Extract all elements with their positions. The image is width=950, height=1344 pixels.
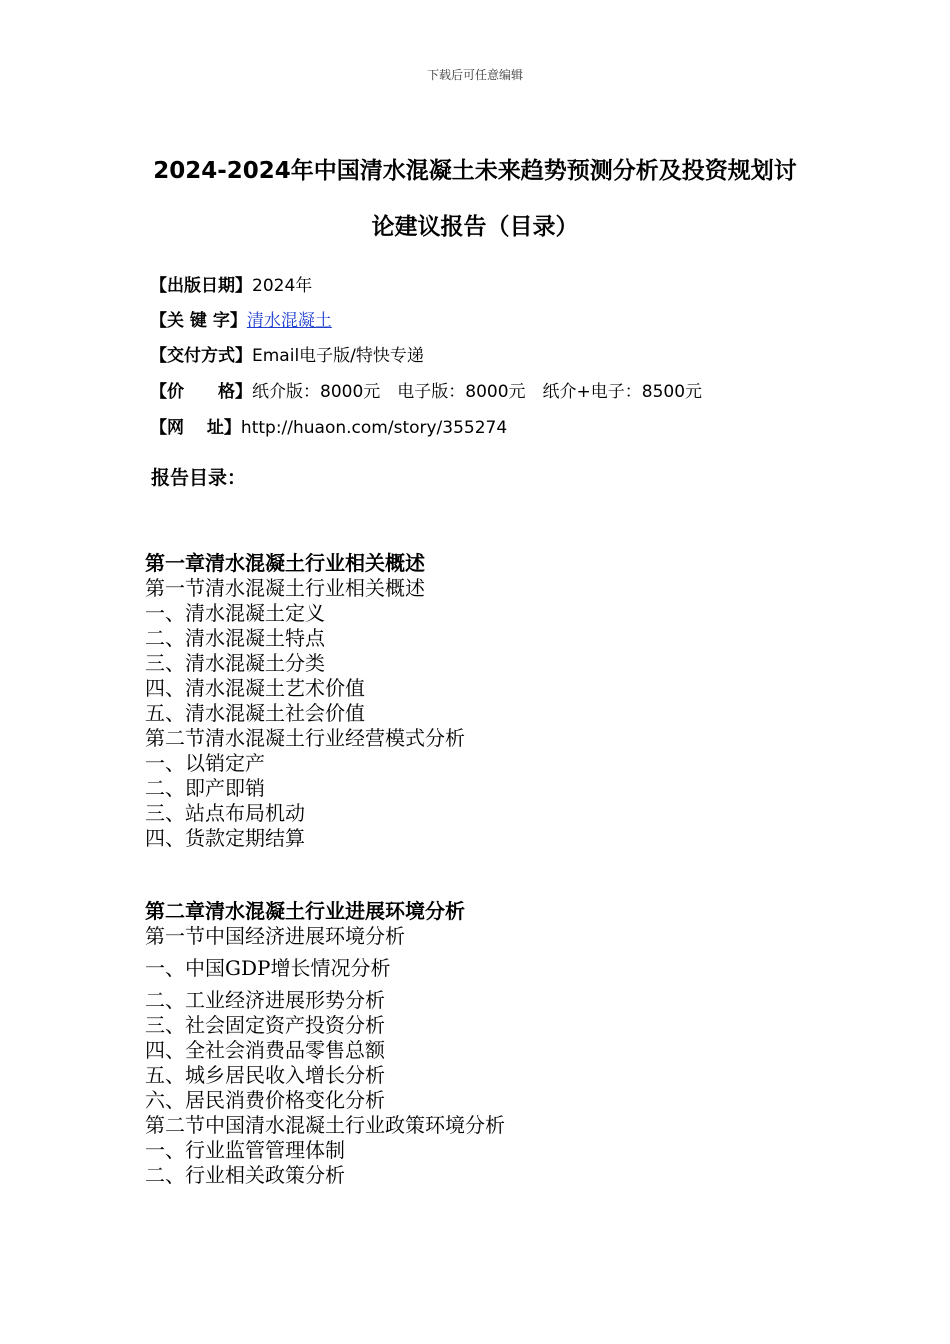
toc-item: 一、中国GDP增长情况分析 — [145, 956, 391, 980]
url-row — [150, 417, 850, 439]
toc-item: 二、清水混凝土特点 — [145, 626, 325, 650]
toc-item: 三、清水混凝土分类 — [145, 651, 325, 675]
toc-item: 第一节中国经济进展环境分析 — [145, 924, 405, 948]
report-title-line-2: 论建议报告（目录） — [371, 214, 579, 240]
toc-item: 一、以销定产 — [145, 751, 265, 775]
keyword-label: 【关 键 字】 — [150, 311, 247, 331]
report-title-line-1: 2024-2024年中国清水混凝土未来趋势预测分析及投资规划讨 — [153, 158, 797, 184]
toc-item: 二、工业经济进展形势分析 — [145, 988, 385, 1012]
chapter-title: 第二章清水混凝土行业进展环境分析 — [145, 899, 465, 923]
toc-item: 第二节中国清水混凝土行业政策环境分析 — [145, 1113, 505, 1137]
toc-item: 二、行业相关政策分析 — [145, 1163, 345, 1187]
publish-date-row — [150, 275, 850, 297]
price-row — [150, 381, 850, 403]
delivery-value: Email电子版/特快专递 — [252, 346, 424, 366]
delivery-row — [150, 345, 850, 367]
chapter-title: 第一章清水混凝土行业相关概述 — [145, 551, 425, 575]
header-note: 下载后可任意编辑 — [426, 68, 523, 82]
publish-date-label: 【出版日期】 — [150, 276, 252, 296]
keyword-row — [150, 310, 850, 332]
toc-item: 二、即产即销 — [145, 776, 265, 800]
toc-item: 五、清水混凝土社会价值 — [145, 701, 365, 725]
toc-item: 三、社会固定资产投资分析 — [145, 1013, 385, 1037]
chapter-2-block — [145, 899, 505, 1188]
publish-date-value: 2024年 — [252, 276, 313, 296]
keyword-link[interactable]: 清水混凝土 — [246, 311, 332, 331]
delivery-label: 【交付方式】 — [150, 346, 252, 366]
toc-item: 四、清水混凝土艺术价值 — [145, 676, 365, 700]
toc-item: 一、行业监管管理体制 — [145, 1138, 345, 1162]
toc-item: 五、城乡居民收入增长分析 — [145, 1063, 385, 1087]
toc-item: 一、清水混凝土定义 — [145, 601, 325, 625]
toc-heading: 报告目录： — [151, 467, 247, 489]
chapter-1-block — [145, 551, 465, 851]
toc-item: 第二节清水混凝土行业经营模式分析 — [145, 726, 465, 750]
toc-item: 四、全社会消费品零售总额 — [145, 1038, 385, 1062]
toc-item: 六、居民消费价格变化分析 — [145, 1088, 385, 1112]
price-label: 【价 格】 — [150, 382, 252, 402]
url-label: 【网 址】 — [150, 418, 241, 438]
price-value: 纸介版：8000元 电子版：8000元 纸介+电子：8500元 — [252, 382, 703, 402]
url-value: http://huaon.com/story/355274 — [240, 418, 508, 438]
toc-item: 四、货款定期结算 — [145, 826, 305, 850]
toc-item: 第一节清水混凝土行业相关概述 — [145, 576, 425, 600]
toc-item: 三、站点布局机动 — [145, 801, 305, 825]
